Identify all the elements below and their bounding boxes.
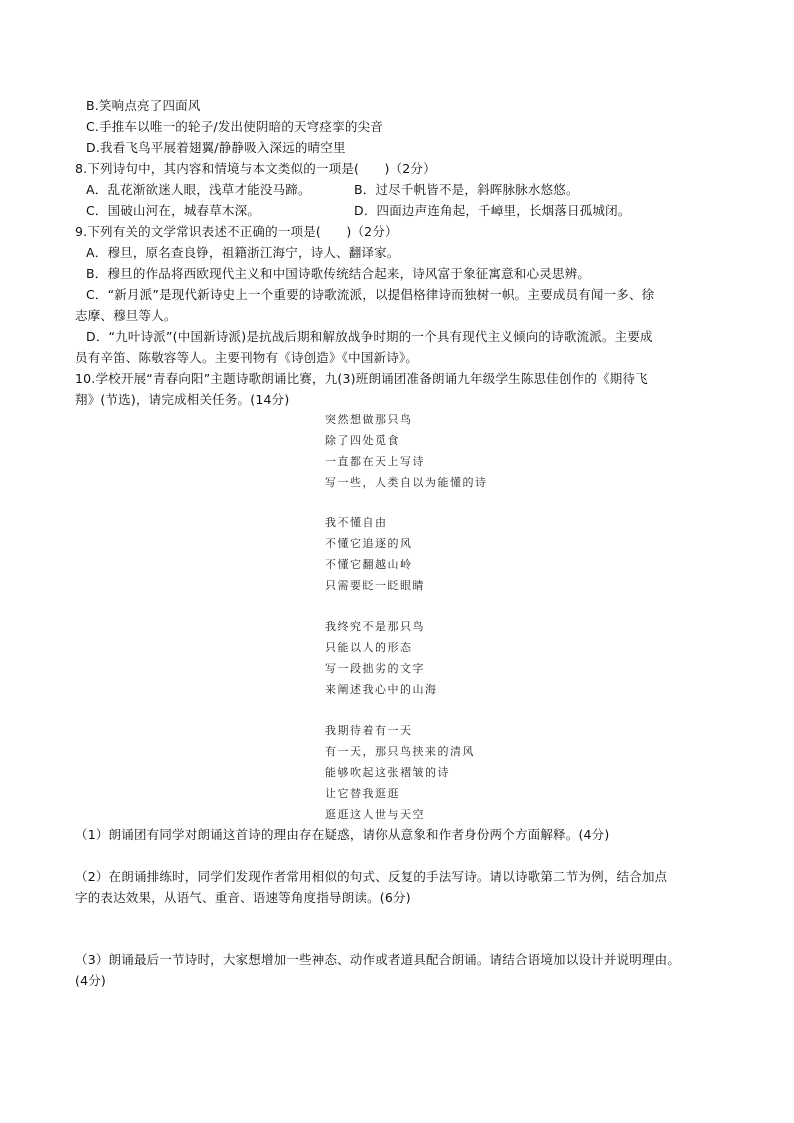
poem-line: 不懂它追逐的风 [325, 537, 413, 550]
poem-line: 我终究不是那只鸟 [325, 620, 425, 633]
q9-option-d-line1: D．“九叶诗派”(中国新诗派)是抗战后期和解放战争时期的一个具有现代主义倾向的诗歌流派。主要成 [86, 329, 653, 344]
poem-line: 来阐述我心中的山海 [325, 683, 438, 696]
q10-sub2-line1: （2）在朗诵排练时，同学们发现作者常用相似的句式、反复的手法写诗。请以诗歌第二节为例，结合加点 [75, 869, 668, 884]
q8-stem: 8.下列诗句中，其内容和情境与本文类似的一项是( )（2分） [75, 161, 436, 176]
q9-option-c-line1: C．“新月派”是现代新诗史上一个重要的诗歌流派，以提倡格律诗而独树一帜。主要成员有闻一多、徐 [86, 287, 655, 302]
q9-option-a: A．穆旦，原名查良铮，祖籍浙江海宁，诗人、翻译家。 [86, 245, 400, 260]
q8-option-d: D．四面边声连角起，千嶂里，长烟落日孤城闭。 [354, 203, 631, 218]
poem-line: 不懂它翻越山岭 [325, 558, 413, 571]
poem-line: 只需要眨一眨眼睛 [325, 579, 425, 592]
q9-option-c-line2: 志摩、穆旦等人。 [75, 308, 177, 323]
poem-line: 写一段拙劣的文字 [325, 662, 425, 675]
q10-stem-line2: 翔》(节选)，请完成相关任务。(14分) [75, 392, 290, 407]
poem-line: 写一些，人类自以为能懂的诗 [325, 476, 488, 489]
q10-sub2-line2: 字的表达效果，从语气、重音、语速等角度指导朗读。(6分) [75, 890, 411, 905]
poem-line: 让它替我逛逛 [325, 787, 400, 800]
q9-option-b: B．穆旦的作品将西欧现代主义和中国诗歌传统结合起来，诗风富于象征寓意和心灵思辨。 [86, 266, 591, 281]
q8-option-c: C．国破山河在，城春草木深。 [86, 203, 261, 218]
q7-option-b: B.笑响点亮了四面风 [86, 98, 201, 113]
q10-stem-line1: 10.学校开展“青春向阳”主题诗歌朗诵比赛，九(3)班朗诵团准备朗诵九年级学生陈思佳创作的《期待飞 [75, 371, 648, 386]
q8-option-b: B．过尽千帆皆不是，斜晖脉脉水悠悠。 [354, 182, 579, 197]
q9-option-d-line2: 员有辛笛、陈敬容等人。主要刊物有《诗创造》《中国新诗》。 [75, 350, 419, 365]
q9-stem: 9.下列有关的文学常识表述不正确的一项是( )（2分） [75, 224, 398, 239]
poem-line: 除了四处觅食 [325, 434, 400, 447]
q10-sub3-line2: (4分) [75, 973, 107, 988]
poem-line: 突然想做那只鸟 [325, 413, 413, 426]
poem-line: 有一天，那只鸟挟来的清风 [325, 745, 475, 758]
poem-line: 逛逛这人世与天空 [325, 808, 425, 821]
q7-option-d: D.我看飞鸟平展着翅翼/静静吸入深远的晴空里 [86, 140, 346, 155]
poem-line: 我不懂自由 [325, 516, 388, 529]
poem-line: 我期待着有一天 [325, 724, 413, 737]
q10-sub1: （1）朗诵团有同学对朗诵这首诗的理由存在疑惑，请你从意象和作者身份两个方面解释。(4分) [75, 827, 610, 842]
poem-line: 一直都在天上写诗 [325, 455, 425, 468]
poem-line: 能够吹起这张褶皱的诗 [325, 766, 450, 779]
q10-sub3-line1: （3）朗诵最后一节诗时，大家想增加一些神态、动作或者道具配合朗诵。请结合语境加以设计并说明理由。 [75, 952, 681, 967]
poem-line: 只能以人的形态 [325, 641, 413, 654]
q8-option-a: A．乱花渐欲迷人眼，浅草才能没马蹄。 [86, 182, 311, 197]
q7-option-c: C.手推车以唯一的轮子/发出使阴暗的天穹痉挛的尖音 [86, 119, 383, 134]
